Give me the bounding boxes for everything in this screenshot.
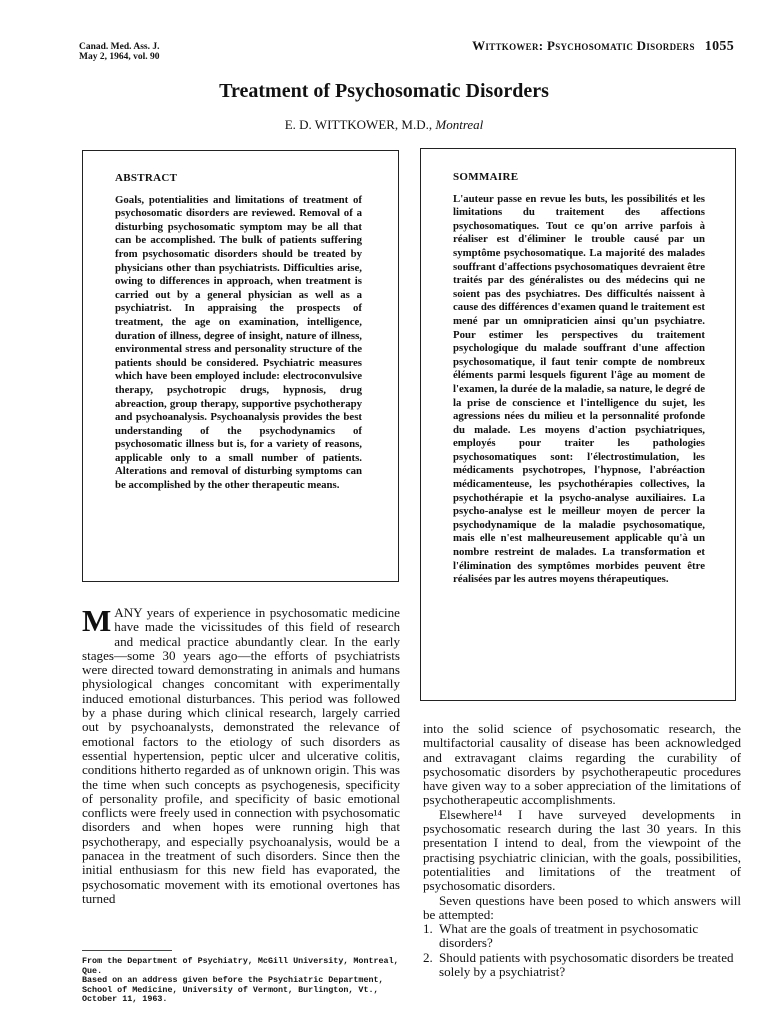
footnote-address-note: Based on an address given before the Psychiatric Department, School of Medicine, University of Vermont, Burlington, Vt., October 11, 1963. bbox=[82, 975, 384, 1005]
article-title: Treatment of Psychosomatic Disorders bbox=[219, 80, 549, 102]
question-number: 2. bbox=[423, 949, 433, 965]
page-number: 1055 bbox=[704, 39, 734, 54]
footnote bbox=[82, 957, 400, 1005]
abstract-text: Goals, potentialities and limitations of treatment of psychosomatic disorders are reviewed. Removal of a disturbing psychosomatic symptom may be all that can be accomplished. The bulk of patients suffering from psychosomatic disorders should be treated by physicians other than psychiatrists. Difficulties arise, owing to differences in approach, when treatment is carried out by a general physician as well as a psychiatrist. In appraising the prospects of treatment, the age on examination, intelligence, duration of illness, degree of insight, nature of illness, environmental stress and personality structure of the patients should be considered. Psychiatric measures which have been employed include: electroconvulsive therapy, psychotropic drugs, hypnosis, drug abreaction, group therapy, supportive psychotherapy and psychoanalysis. Psychoanalysis provides the best understanding of the psychodynamics of psychosomatic illness but is, for a variety of reasons, applicable only to a small number of patients. Alterations and removal of disturbing symptoms can be accomplished by the other therapeutic means. bbox=[115, 193, 362, 492]
question-number: 1. bbox=[423, 921, 433, 937]
author-city: Montreal bbox=[435, 117, 484, 132]
footnote-rule bbox=[82, 950, 172, 951]
body-paragraph-1-text: ANY years of experience in psychosomatic medicine have made the vicissitudes of this field of research and medical practice abundantly clear. In the early stages—some 30 years ago—the efforts of psychiatrists were directed toward demonstrating in animals and humans physiological changes concomitant with experimentally induced emotional disturbances. This period was followed by a phase during which clinical research, largely carried out by psychoanalysts, demonstrated the relevance of emotional factors to the etiology of such disorders as essential hypertension, peptic ulcer and ulcerative colitis, conditions hitherto regarded as of unknown origin. This was the time when such concepts as psychogenesis, specificity of personality profile, and specificity of basic emotional conflicts were freely used in connection with psychosomatic disorders and when hopes were running high that psychotherapy, and especially psychoanalysis, would be a panacea in the treatment of such disorders. Since then the initial enthusiasm for this new field has evaporated, the psychosomatic movement with its emotional overtones has turned bbox=[82, 605, 400, 906]
running-header bbox=[472, 38, 734, 55]
body-paragraph-1 bbox=[82, 603, 400, 906]
body-paragraph-3: Seven questions have been posed to which answers will be attempted: bbox=[423, 892, 741, 922]
body-paragraph-1-continued: into the solid science of psychosomatic research, the multifactorial causality of disease has been acknowledged and extravagant claims regarding the curability of psychosomatic disorders by psychotherapeutic procedures have given way to a sober appreciation of the limitations of psychotherapeutic accomplishments. bbox=[423, 721, 741, 808]
journal-citation bbox=[79, 42, 160, 62]
sommaire-text: L'auteur passe en revue les buts, les possibilités et les limitations du traitement des affections psychosomatiques. Tout ce qu'on arrive parfois à réaliser est d'éliminer le trouble causé par un symptôme psychosomatique. La majorité des malades souffrant d'affections psychosomatiques devraient être traités par des généralistes ou des médecins qui ne soient pas des psychiatres. Des difficultés naissent à cause des différences d'examen quand le traitement est mené par un omnipraticien ainsi qu'un psychiatre. Pour estimer les perspectives du traitement psychologique du malade souffrant d'une affection psychosomatique, il faut tenir compte de nombreux éléments parmi lesquels figurent l'âge au moment de l'examen, la durée de la maladie, sa nature, le degré de la prise de conscience et l'intelligence du sujet, les agressions nées du milieu et la personnalité profonde du malade. Les moyens d'action psychiatriques, employés pour traiter les pathologies psychosomatiques sont: l'électrostimulation, les médicaments psychotropes, l'hypnose, l'abréaction médicamenteuse, les psychothérapies collectives, la psychothérapie et la psycho-analyse auxiliaires. La psycho-analyse est le meilleur moyen de percer la psychodynamique de la maladie psychosomatique, mais elle n'est malheureusement applicable qu'à un nombre restreint de malades. La transformation et l'élimination des symptômes morbides peuvent être réalisées par les autres moyens thérapeutiques. bbox=[453, 192, 705, 586]
body-column-left bbox=[82, 603, 400, 906]
body-paragraph-2: Elsewhere¹⁴ I have surveyed developments in psychosomatic research during the last 30 years. In this presentation I intend to deal, from the viewpoint of the practising psychiatric clinician, with the goals, possibilities, potentialities and limitations of the treatment of psychosomatic disorders. bbox=[423, 806, 741, 894]
drop-cap: M bbox=[82, 603, 112, 638]
sommaire-heading: SOMMAIRE bbox=[453, 171, 519, 183]
running-title: Wittkower: Psychosomatic Disorders bbox=[472, 38, 695, 53]
journal-name: Canad. Med. Ass. J. bbox=[79, 42, 160, 52]
byline bbox=[0, 117, 768, 133]
question-item-2 bbox=[423, 951, 741, 980]
abstract-heading: ABSTRACT bbox=[115, 172, 178, 184]
body-column-right bbox=[423, 722, 741, 979]
journal-date-volume: May 2, 1964, vol. 90 bbox=[79, 52, 160, 62]
question-item-1 bbox=[423, 922, 741, 951]
footnote-affiliation: From the Department of Psychiatry, McGill University, Montreal, Que. bbox=[82, 956, 399, 976]
question-text: Should patients with psychosomatic disorders be treated solely by a psychiatrist? bbox=[439, 949, 734, 980]
question-text: What are the goals of treatment in psychosomatic disorders? bbox=[439, 921, 699, 951]
author-name: E. D. WITTKOWER, M.D., bbox=[284, 117, 433, 132]
sommaire-box bbox=[420, 148, 736, 701]
abstract-box bbox=[82, 150, 399, 582]
